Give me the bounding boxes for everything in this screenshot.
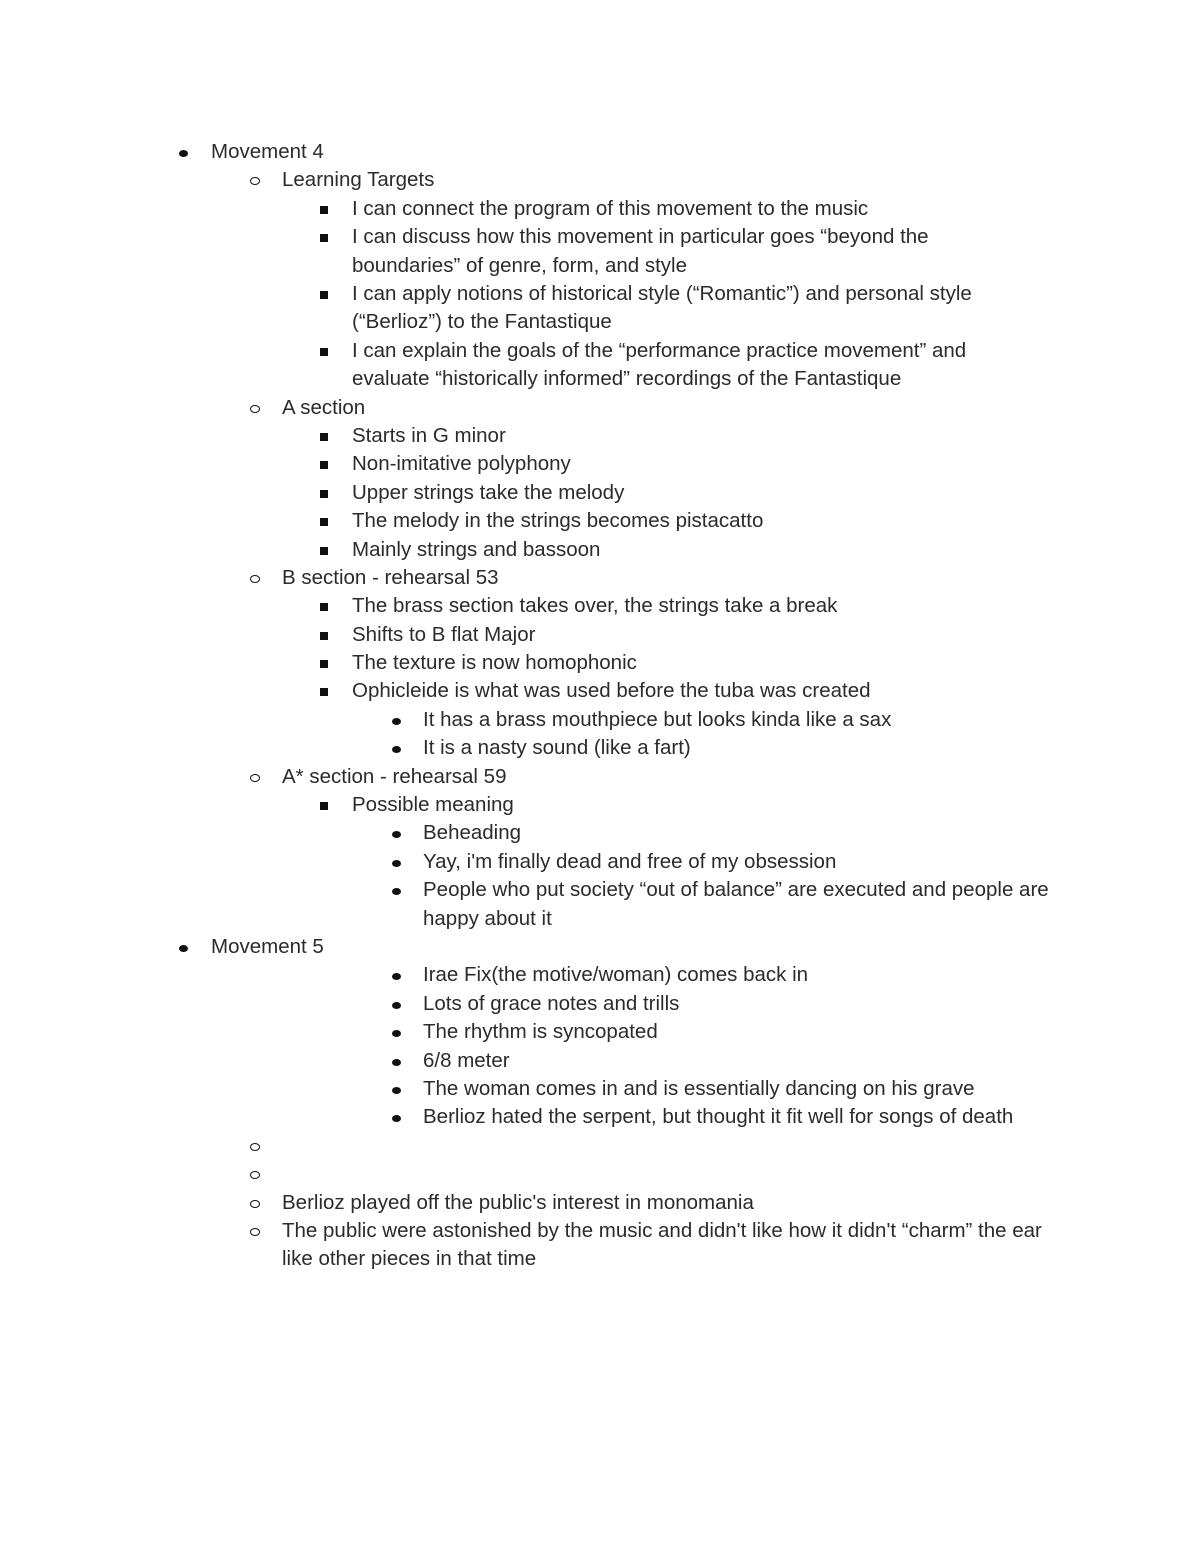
bullet-square-icon: [315, 791, 335, 819]
list-item: [0, 933, 1200, 961]
list-item-text: I can explain the goals of the “performance practice movement” and evaluate “historically informed” recordings of the Fantastique: [352, 338, 967, 391]
bullet-disc-icon: [386, 990, 406, 1018]
bullet-disc-icon: [386, 848, 406, 876]
list-item: [0, 1018, 1200, 1046]
list-item-text: It has a brass mouthpiece but looks kinda like a sax: [423, 707, 892, 731]
bullet-disc-icon: [386, 1018, 406, 1046]
bullet-disc-icon: [386, 734, 406, 762]
list-item: [0, 763, 1200, 791]
list-item: [0, 422, 1200, 450]
heading-movement-5: Movement 5: [211, 935, 324, 958]
bullet-disc-icon: [173, 933, 193, 961]
bullet-square-icon: [315, 195, 335, 223]
list-item: [0, 734, 1200, 762]
list-item: [0, 677, 1200, 705]
bullet-disc-icon: [173, 138, 193, 166]
bullet-square-icon: [315, 507, 335, 535]
bullet-disc-icon: [386, 706, 406, 734]
list-item: [0, 1075, 1200, 1103]
list-item: [0, 1217, 1200, 1274]
list-item: [0, 876, 1200, 933]
bullet-square-icon: [315, 621, 335, 649]
list-item-text: Beheading: [423, 821, 522, 845]
bullet-square-icon: [315, 592, 335, 620]
list-item-text: 6/8 meter: [423, 1048, 510, 1072]
list-item-text: I can connect the program of this movement to the music: [352, 196, 869, 220]
bullet-square-icon: [315, 649, 335, 677]
list-item-text: Yay, i'm finally dead and free of my obsession: [423, 849, 837, 873]
bullet-square-icon: [315, 223, 335, 251]
section-title-b-section: B section - rehearsal 53: [282, 565, 499, 589]
bullet-circle-icon: [245, 763, 265, 791]
list-item-text: Non-imitative polyphony: [352, 452, 571, 476]
list-item: [0, 706, 1200, 734]
bullet-square-icon: [315, 479, 335, 507]
list-item-text: I can apply notions of historical style (“Romantic”) and personal style (“Berlioz”) to the Fantastique: [352, 281, 972, 334]
list-item-text: Starts in G minor: [352, 423, 506, 447]
list-item: [0, 1132, 1200, 1160]
list-item-text: The brass section takes over, the strings take a break: [352, 594, 838, 618]
bullet-square-icon: [315, 536, 335, 564]
list-item-text: The texture is now homophonic: [352, 651, 637, 675]
list-item: [0, 138, 1200, 166]
bullet-square-icon: [315, 337, 335, 365]
bullet-square-icon: [315, 677, 335, 705]
list-item-text: The melody in the strings becomes pistacatto: [352, 509, 764, 533]
bullet-disc-icon: [386, 876, 406, 904]
list-item-text: Berlioz hated the serpent, but thought it fit well for songs of death: [423, 1105, 1014, 1129]
list-item: [0, 990, 1200, 1018]
list-item: [0, 961, 1200, 989]
list-item-text: Berlioz played off the public's interest in monomania: [282, 1190, 754, 1214]
list-item-text: Irae Fix(the motive/woman) comes back in: [423, 963, 809, 987]
list-item: [0, 564, 1200, 592]
bullet-disc-icon: [386, 819, 406, 847]
bullet-circle-icon: [245, 1217, 265, 1245]
bullet-circle-icon: [245, 564, 265, 592]
bullet-circle-icon: [245, 1132, 265, 1160]
list-item: [0, 791, 1200, 819]
bullet-disc-icon: [386, 1075, 406, 1103]
bullet-circle-icon: [245, 394, 265, 422]
list-item: [0, 819, 1200, 847]
bullet-square-icon: [315, 280, 335, 308]
bullet-circle-icon: [245, 1160, 265, 1188]
list-item: [0, 1103, 1200, 1131]
list-item: [0, 507, 1200, 535]
list-item-text: Lots of grace notes and trills: [423, 991, 680, 1015]
list-item: [0, 195, 1200, 223]
list-item: [0, 223, 1200, 280]
list-item-text: Mainly strings and bassoon: [352, 537, 601, 561]
bullet-circle-icon: [245, 1189, 265, 1217]
section-title-learning-targets: Learning Targets: [282, 168, 435, 192]
document-page: [0, 138, 1200, 1274]
list-item: [0, 848, 1200, 876]
list-item: [0, 337, 1200, 394]
list-item-text: Possible meaning: [352, 793, 514, 817]
list-item: [0, 450, 1200, 478]
list-item: [0, 536, 1200, 564]
list-item-text: I can discuss how this movement in particular goes “beyond the boundaries” of genre, form, and style: [352, 225, 929, 277]
list-item-text: Shifts to B flat Major: [352, 622, 536, 646]
list-item: [0, 649, 1200, 677]
list-item: [0, 479, 1200, 507]
list-item: [0, 1160, 1200, 1188]
bullet-square-icon: [315, 422, 335, 450]
list-item-text: Ophicleide is what was used before the tuba was created: [352, 679, 871, 703]
list-item-text: The rhythm is syncopated: [423, 1020, 658, 1044]
bullet-disc-icon: [386, 1103, 406, 1131]
list-item: [0, 1189, 1200, 1217]
section-title-a-section: A section: [282, 395, 366, 419]
list-item: [0, 280, 1200, 337]
section-title-a-star-section: A* section - rehearsal 59: [282, 764, 507, 788]
bullet-disc-icon: [386, 1047, 406, 1075]
bullet-disc-icon: [386, 961, 406, 989]
list-item-text: People who put society “out of balance” are executed and people are happy about it: [423, 878, 1049, 930]
list-item-text: The public were astonished by the music and didn't like how it didn't “charm” the ear like other pieces in that time: [282, 1218, 1042, 1271]
list-item: [0, 592, 1200, 620]
list-item-text: Upper strings take the melody: [352, 480, 625, 504]
list-item: [0, 394, 1200, 422]
list-item-text: The woman comes in and is essentially dancing on his grave: [423, 1076, 975, 1100]
list-item-text: It is a nasty sound (like a fart): [423, 736, 691, 760]
list-item: [0, 166, 1200, 194]
bullet-circle-icon: [245, 166, 265, 194]
list-item: [0, 1047, 1200, 1075]
list-item: [0, 621, 1200, 649]
heading-movement-4: Movement 4: [211, 140, 324, 163]
bullet-square-icon: [315, 450, 335, 478]
